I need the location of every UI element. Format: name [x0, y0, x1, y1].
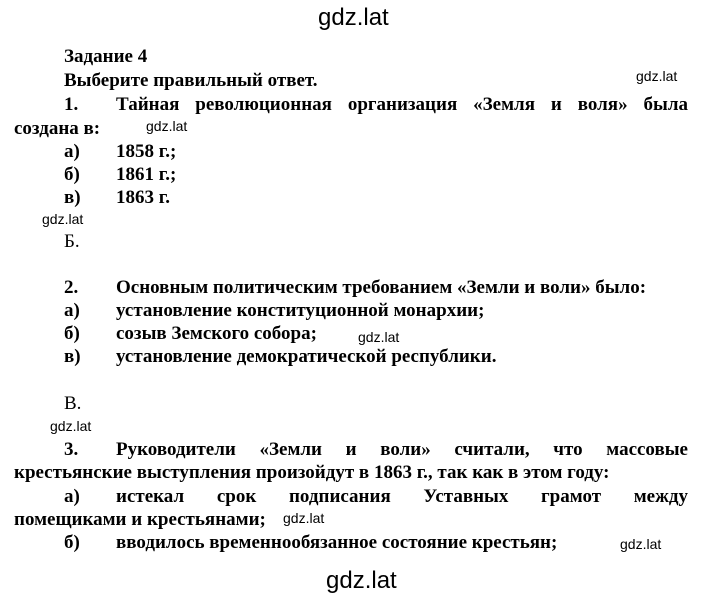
option-text: истекал срок подписания Уставных грамот между: [116, 486, 688, 507]
option-letter: в): [64, 187, 81, 208]
option-text: установление демократической республики.: [116, 346, 497, 367]
option-letter: в): [64, 346, 81, 367]
option-text: 1863 г.: [116, 187, 170, 208]
option-text: 1858 г.;: [116, 141, 177, 162]
answer: Б.: [64, 231, 80, 252]
watermark: gdz.lat: [283, 510, 325, 526]
answer: В.: [64, 393, 82, 414]
task-instruction: Выберите правильный ответ.: [64, 70, 318, 91]
option-letter: а): [64, 486, 80, 507]
watermark: gdz.lat: [358, 329, 400, 345]
option-letter: б): [64, 323, 80, 344]
option-text: вводилось временнообязанное состояние крестьян;: [116, 532, 558, 553]
option-letter: б): [64, 532, 80, 553]
watermark: gdz.lat: [636, 68, 678, 84]
question-text: Тайная революционная организация «Земля и воля» была: [116, 94, 688, 115]
question-text: крестьянские выступления произойдут в 1863 г., так как в этом году:: [14, 462, 610, 483]
watermark-top: gdz.lat: [318, 4, 389, 31]
option-letter: б): [64, 164, 80, 185]
option-text: установление конституционной монархии;: [116, 300, 485, 321]
option-text: помещиками и крестьянами;: [14, 509, 266, 530]
question-text: создана в:: [14, 118, 101, 139]
watermark: gdz.lat: [146, 118, 188, 134]
question-number: 3.: [64, 439, 79, 460]
watermark: gdz.lat: [620, 536, 662, 552]
option-text: 1861 г.;: [116, 164, 177, 185]
option-letter: а): [64, 300, 80, 321]
watermark: gdz.lat: [42, 211, 84, 227]
option-text: созыв Земского собора;: [116, 323, 317, 344]
watermark: gdz.lat: [50, 418, 92, 434]
question-text: Руководители «Земли и воли» считали, что массовые: [116, 439, 688, 460]
question-number: 1.: [64, 94, 79, 115]
task-title: Задание 4: [64, 46, 148, 67]
question-text: Основным политическим требованием «Земли и воли» было:: [116, 277, 647, 298]
option-letter: а): [64, 141, 80, 162]
watermark-bottom: gdz.lat: [326, 567, 397, 594]
question-number: 2.: [64, 277, 79, 298]
